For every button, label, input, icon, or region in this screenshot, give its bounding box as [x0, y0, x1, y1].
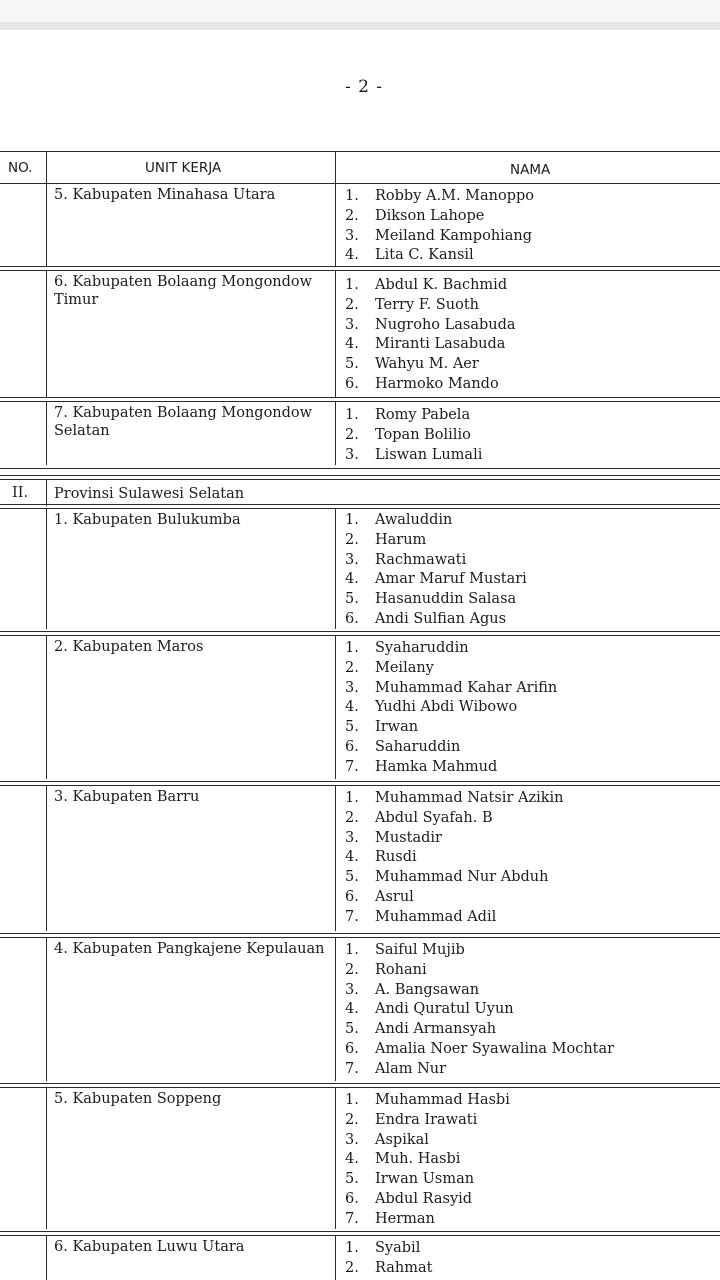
nama-index: 7.	[345, 908, 359, 925]
nama-text: Rohani	[375, 961, 427, 978]
nama-item	[345, 335, 516, 355]
column-rule	[46, 635, 47, 779]
nama-index: 4.	[345, 571, 359, 588]
nama-text: Miranti Lasabuda	[375, 336, 506, 353]
table-rule	[0, 933, 720, 934]
column-rule	[335, 1235, 336, 1280]
nama-item	[345, 551, 527, 571]
nama-item	[345, 227, 534, 247]
nama-item	[345, 789, 564, 809]
column-rule	[46, 183, 47, 266]
nama-text: Rachmawati	[375, 551, 467, 568]
nama-index: 5.	[345, 591, 359, 608]
nama-index: 5.	[345, 1021, 359, 1038]
column-rule	[46, 151, 47, 183]
nama-item	[345, 961, 614, 981]
nama-item	[345, 207, 534, 227]
nama-text: Lita C. Kansil	[375, 247, 474, 264]
unit-kerja-cell: 1. Kabupaten Bulukumba	[54, 512, 241, 528]
nama-list	[345, 187, 534, 266]
nama-index: 4.	[345, 1151, 359, 1168]
column-rule	[335, 937, 336, 1081]
nama-index: 2.	[345, 207, 359, 224]
column-rule	[335, 635, 336, 779]
nama-item	[345, 738, 557, 758]
column-rule	[46, 401, 47, 465]
nama-index: 1.	[345, 790, 359, 806]
nama-index: 5.	[345, 719, 359, 736]
nama-item	[345, 639, 557, 659]
nama-item	[345, 246, 534, 266]
unit-kerja-cell: 6. Kabupaten Bolaang Mongondow Timur	[54, 274, 313, 308]
nama-item	[345, 659, 557, 679]
nama-item	[345, 1210, 510, 1230]
table-rule	[0, 1087, 720, 1088]
unit-kerja-cell: 4. Kabupaten Pangkajene Kepulauan	[54, 941, 325, 957]
table-rule	[0, 508, 720, 509]
nama-item	[345, 941, 614, 961]
nama-item	[345, 1091, 510, 1111]
nama-item	[345, 570, 527, 590]
nama-index: 5.	[345, 356, 359, 373]
nama-index: 3.	[345, 981, 359, 998]
nama-text: Amalia Noer Syawalina Mochtar	[375, 1040, 615, 1057]
nama-text: Saharuddin	[375, 738, 461, 755]
column-rule	[46, 270, 47, 397]
table-rule	[0, 183, 720, 184]
nama-index: 2.	[345, 1259, 359, 1276]
nama-item	[345, 1040, 614, 1060]
nama-text: Herman	[375, 1210, 435, 1227]
nama-text: Yudhi Abdi Wibowo	[375, 699, 518, 716]
nama-index: 3.	[345, 829, 359, 846]
nama-item	[345, 848, 564, 868]
nama-index: 4.	[345, 849, 359, 866]
nama-text: Topan Bolilio	[375, 426, 471, 443]
nama-text: Andi Sulfian Agus	[375, 610, 507, 627]
nama-index: 7.	[345, 1210, 359, 1227]
nama-item	[345, 698, 557, 718]
unit-kerja-cell: 5. Kabupaten Minahasa Utara	[54, 187, 276, 203]
nama-text: Dikson Lahope	[375, 207, 485, 224]
nama-index: 1.	[345, 277, 359, 293]
table-rule	[0, 1235, 720, 1236]
column-rule	[335, 151, 336, 183]
nama-index: 6.	[345, 738, 359, 755]
nama-index: 3.	[345, 316, 359, 333]
nama-text: Muh. Hasbi	[375, 1151, 461, 1168]
nama-item	[345, 276, 516, 296]
header-unit-kerja: UNIT KERJA	[145, 160, 222, 176]
nama-item	[345, 355, 516, 375]
nama-item	[345, 1060, 614, 1080]
unit-kerja-cell: 7. Kabupaten Bolaang Mongondow Selatan	[54, 405, 313, 439]
nama-text: Mustadir	[375, 829, 442, 846]
nama-text: Aspikal	[375, 1131, 429, 1148]
table-rule	[0, 270, 720, 271]
nama-index: 1.	[345, 512, 359, 528]
nama-index: 1.	[345, 188, 359, 204]
nama-text: Asrul	[375, 888, 414, 905]
nama-text: Syabil	[375, 1240, 421, 1256]
table-rule	[0, 475, 720, 476]
nama-index: 2.	[345, 961, 359, 978]
nama-index: 2.	[345, 659, 359, 676]
nama-text: Meiland Kampohiang	[375, 227, 533, 244]
column-rule	[46, 1087, 47, 1229]
column-rule	[46, 479, 47, 506]
nama-index: 2.	[345, 1111, 359, 1128]
nama-list	[345, 406, 482, 465]
nama-text: Hasanuddin Salasa	[375, 591, 517, 608]
unit-kerja-cell: 2. Kabupaten Maros	[54, 639, 204, 655]
nama-text: Romy Pabela	[375, 407, 471, 423]
nama-item	[345, 316, 516, 336]
nama-text: Amar Maruf Mustari	[375, 571, 527, 588]
nama-text: Syaharuddin	[375, 640, 469, 656]
table-rule	[0, 479, 720, 480]
table-rule	[0, 151, 720, 152]
nama-index: 6.	[345, 1190, 359, 1207]
nama-item	[345, 1190, 510, 1210]
table-rule	[0, 504, 720, 505]
nama-text: Harmoko Mando	[375, 375, 499, 392]
nama-item	[345, 809, 564, 829]
nama-text: Muhammad Hasbi	[375, 1092, 510, 1108]
nama-item	[345, 446, 482, 466]
nama-index: 4.	[345, 247, 359, 264]
nama-item	[345, 406, 482, 426]
nama-text: Muhammad Natsir Azikin	[375, 790, 564, 806]
nama-index: 2.	[345, 531, 359, 548]
nama-text: Nugroho Lasabuda	[375, 316, 516, 333]
nama-item	[345, 1000, 614, 1020]
nama-text: A. Bangsawan	[375, 981, 480, 998]
nama-index: 2.	[345, 809, 359, 826]
nama-item	[345, 1111, 510, 1131]
nama-text: Hamka Mahmud	[375, 758, 498, 775]
nama-index: 6.	[345, 888, 359, 905]
unit-kerja-cell: 6. Kabupaten Luwu Utara	[54, 1239, 245, 1255]
column-rule	[335, 183, 336, 266]
nama-index: 6.	[345, 375, 359, 392]
nama-text: Andi Quratul Uyun	[375, 1001, 514, 1018]
nama-index: 1.	[345, 1240, 359, 1256]
nama-text: Muhammad Adil	[375, 908, 497, 925]
nama-text: Liswan Lumali	[375, 446, 483, 463]
nama-text: Awaluddin	[375, 512, 453, 528]
nama-item	[345, 888, 564, 908]
nama-item	[345, 511, 527, 531]
nama-item	[345, 868, 564, 888]
nama-list	[345, 789, 564, 928]
nama-index: 5.	[345, 1171, 359, 1188]
nama-index: 7.	[345, 758, 359, 775]
nama-item	[345, 610, 527, 630]
table-rule	[0, 631, 720, 632]
table-rule	[0, 266, 720, 267]
table-rule	[0, 781, 720, 782]
table-rule	[0, 1231, 720, 1232]
table-rule	[0, 401, 720, 402]
nama-text: Saiful Mujib	[375, 942, 465, 958]
column-rule	[335, 1087, 336, 1229]
nama-index: 1.	[345, 942, 359, 958]
column-rule	[46, 937, 47, 1081]
unit-kerja-cell: 3. Kabupaten Barru	[54, 789, 200, 805]
nama-item	[345, 758, 557, 778]
table-rule	[0, 397, 720, 398]
nama-text: Endra Irawati	[375, 1111, 478, 1128]
header-no: NO.	[8, 160, 33, 176]
nama-item	[345, 981, 614, 1001]
nama-item	[345, 590, 527, 610]
nama-text: Muhammad Nur Abduh	[375, 869, 549, 886]
nama-text: Alam Nur	[375, 1060, 447, 1077]
nama-index: 2.	[345, 426, 359, 443]
top-bar	[0, 0, 720, 30]
nama-index: 6.	[345, 1040, 359, 1057]
page-number: - 2 -	[344, 77, 384, 97]
nama-text: Andi Armansyah	[375, 1021, 497, 1038]
nama-text: Abdul Rasyid	[375, 1190, 473, 1207]
nama-index: 1.	[345, 1092, 359, 1108]
nama-item	[345, 829, 564, 849]
nama-item	[345, 1150, 510, 1170]
table-rule	[0, 635, 720, 636]
nama-index: 2.	[345, 296, 359, 313]
table-rule	[0, 785, 720, 786]
unit-kerja-cell: 5. Kabupaten Soppeng	[54, 1091, 222, 1107]
nama-index: 1.	[345, 640, 359, 656]
nama-item	[345, 1020, 614, 1040]
nama-index: 3.	[345, 227, 359, 244]
nama-item	[345, 1259, 432, 1279]
nama-text: Meilany	[375, 659, 434, 676]
nama-item	[345, 908, 564, 928]
section-number: II.	[12, 485, 29, 501]
nama-list	[345, 511, 527, 630]
table-rule	[0, 468, 720, 469]
nama-text: Irwan	[375, 719, 419, 736]
nama-index: 5.	[345, 869, 359, 886]
column-rule	[46, 1235, 47, 1280]
nama-text: Terry F. Suoth	[375, 296, 479, 313]
nama-index: 4.	[345, 336, 359, 353]
header-nama: NAMA	[510, 162, 551, 178]
nama-index: 7.	[345, 1060, 359, 1077]
nama-text: Abdul Syafah. B	[375, 809, 493, 826]
nama-index: 3.	[345, 1131, 359, 1148]
nama-index: 6.	[345, 610, 359, 627]
nama-item	[345, 679, 557, 699]
nama-text: Irwan Usman	[375, 1171, 475, 1188]
nama-text: Wahyu M. Aer	[375, 356, 479, 373]
nama-list	[345, 276, 516, 395]
nama-item	[345, 187, 534, 207]
top-bar-inner	[0, 0, 720, 22]
nama-text: Rusdi	[375, 849, 417, 866]
nama-index: 3.	[345, 679, 359, 696]
nama-item	[345, 296, 516, 316]
column-rule	[335, 401, 336, 465]
nama-index: 4.	[345, 1001, 359, 1018]
nama-item	[345, 531, 527, 551]
column-rule	[335, 508, 336, 629]
nama-item	[345, 1170, 510, 1190]
nama-index: 1.	[345, 407, 359, 423]
nama-index: 4.	[345, 699, 359, 716]
nama-item	[345, 718, 557, 738]
nama-text: Abdul K. Bachmid	[375, 277, 508, 293]
column-rule	[46, 508, 47, 629]
nama-index: 3.	[345, 446, 359, 463]
column-rule	[46, 785, 47, 931]
table-rule	[0, 1083, 720, 1084]
nama-list	[345, 1091, 510, 1230]
nama-text: Robby A.M. Manoppo	[375, 188, 535, 204]
nama-list	[345, 941, 614, 1080]
nama-text: Harum	[375, 531, 427, 548]
nama-list	[345, 1239, 432, 1279]
nama-list	[345, 639, 557, 778]
nama-item	[345, 1239, 432, 1259]
nama-item	[345, 1131, 510, 1151]
column-rule	[335, 785, 336, 931]
section-title: Provinsi Sulawesi Selatan	[54, 486, 245, 502]
nama-item	[345, 375, 516, 395]
nama-index: 3.	[345, 551, 359, 568]
nama-text: Muhammad Kahar Arifin	[375, 679, 558, 696]
nama-item	[345, 426, 482, 446]
nama-text: Rahmat	[375, 1259, 433, 1276]
column-rule	[335, 270, 336, 397]
table-rule	[0, 937, 720, 938]
